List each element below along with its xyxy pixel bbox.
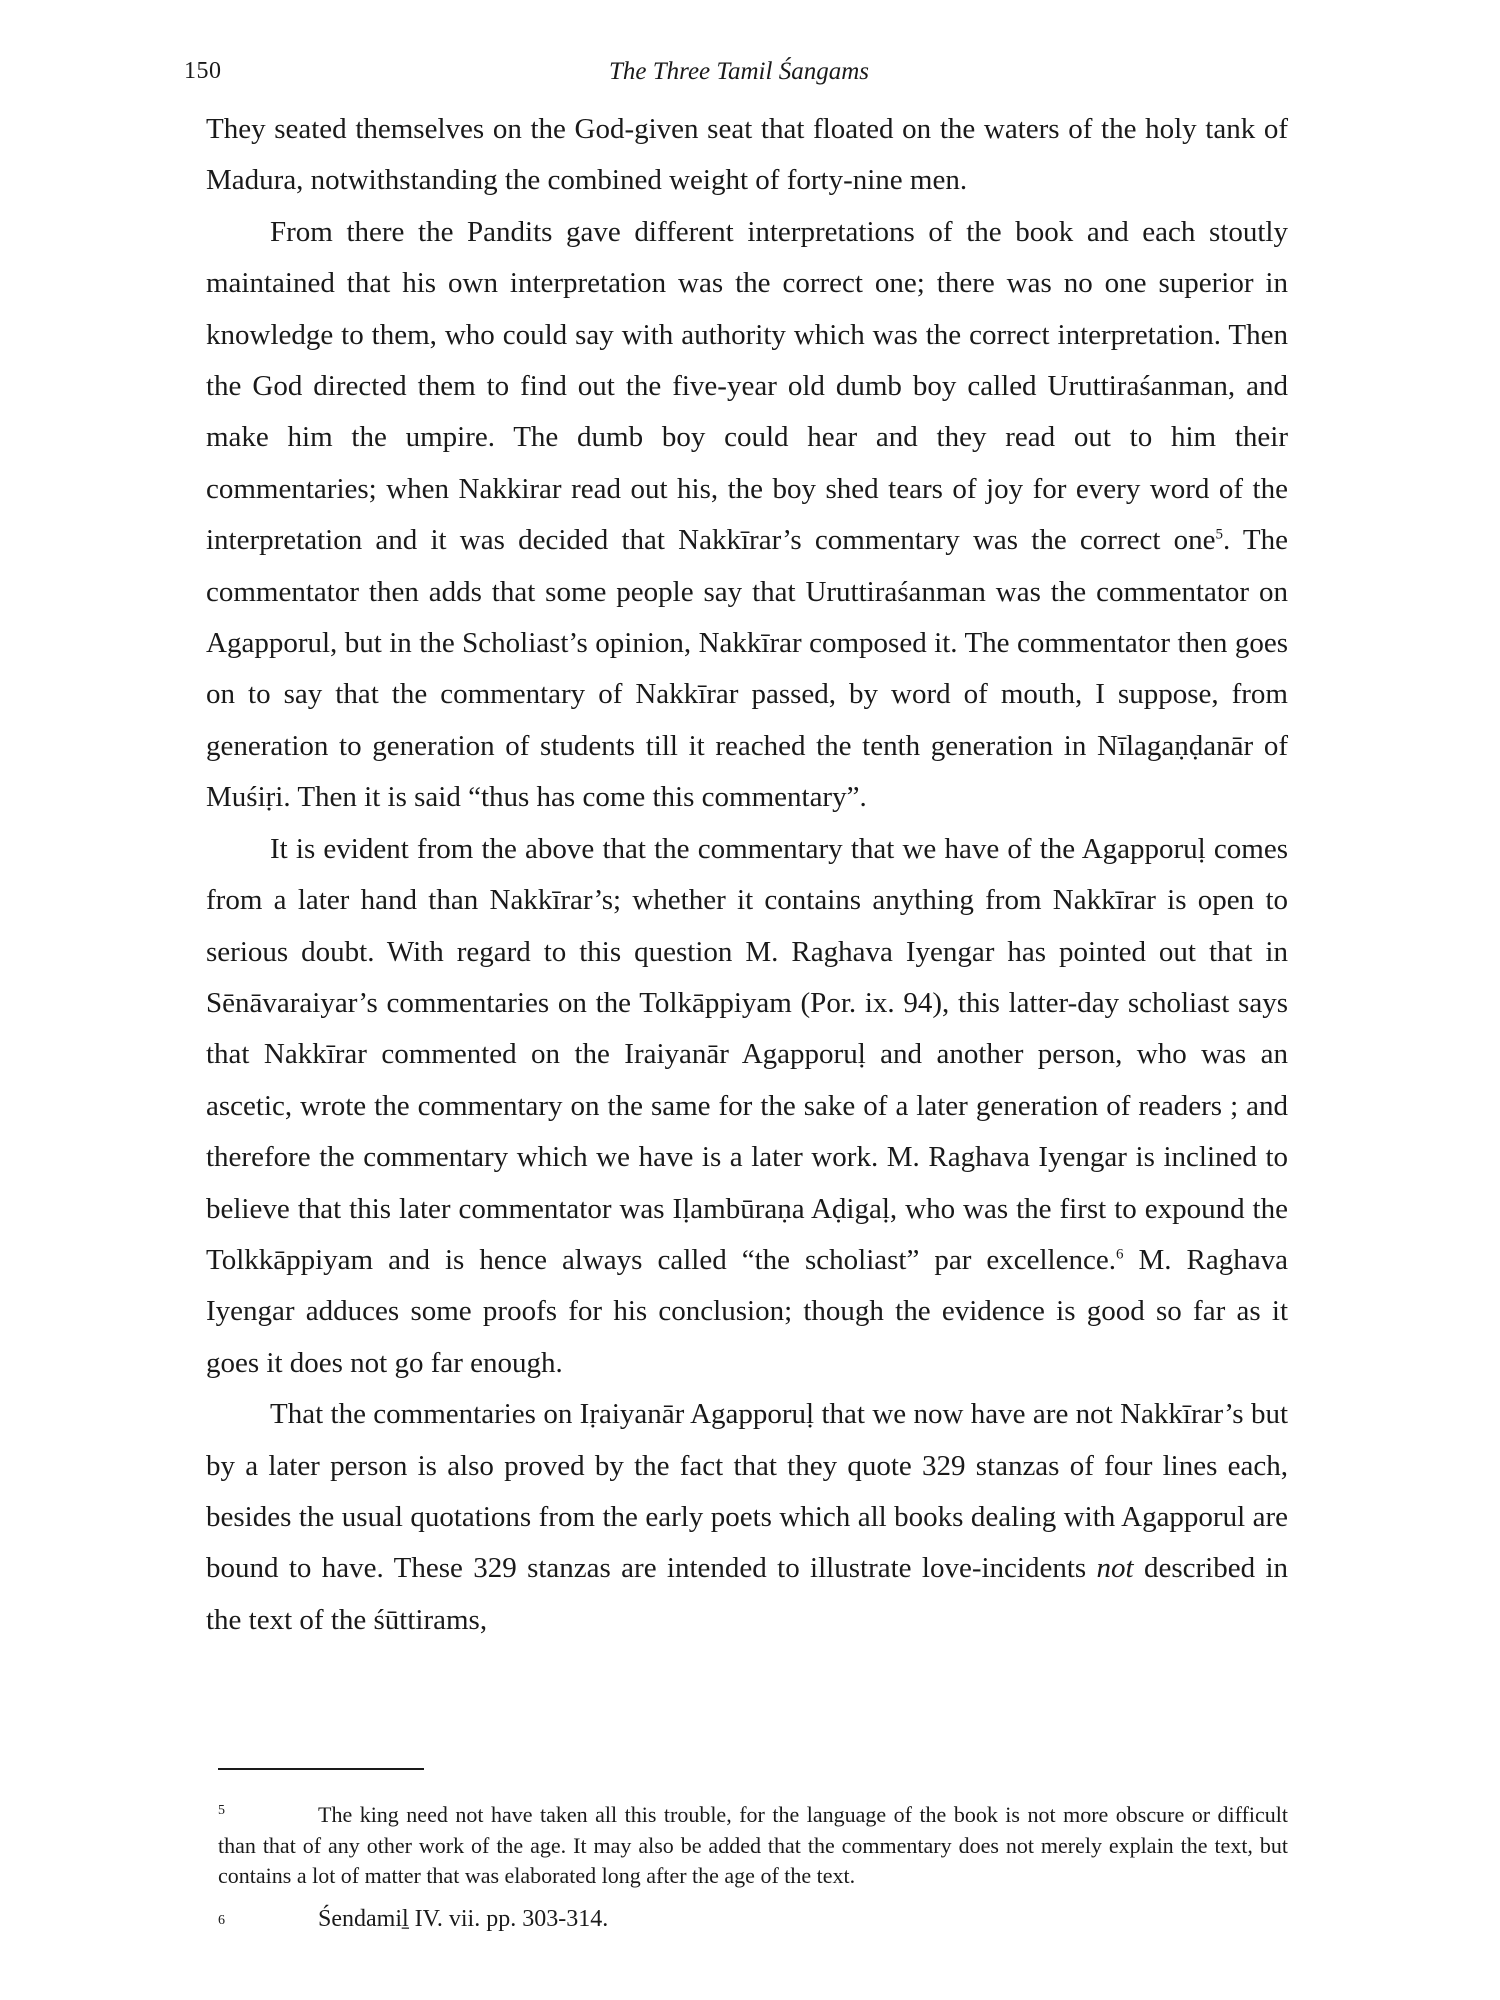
paragraph-3	[206, 824, 1288, 1389]
footnotes	[218, 1800, 1288, 1934]
footnote-5-text: The king need not have taken all this trouble, for the language of the book is not more obscure or difficult than that of any other work of the age. It may also be added that the commentary does not merely explain the text, but contains a lot of matter that was elaborated long after the age of the text.	[218, 1802, 1288, 1888]
paragraph-3-text-a: It is evident from the above that the commentary that we have of the Agapporuḷ comes from a later hand than Nakkīrar’s; whether it contains anything from Nakkīrar is open to serious doubt. With regard to this question M. Raghava Iyengar has pointed out that in Sēnāvaraiyar’s commentaries on the Tolkāppiyam (Por. ix. 94), this latter-day scholiast says that Nakkīrar commented on the Iraiyanār Agapporuḷ and another person, who was an ascetic, wrote the commentary on the same for the sake of a later generation of readers ; and therefore the commentary which we have is a later work. M. Raghava Iyengar is inclined to believe that this later commentator was Iḷambūraṇa Aḍigaḷ, who was the first to expound the Tolkkāppiyam and is hence always called “the scholiast” par excellence.	[206, 832, 1288, 1276]
paragraph-4-text-a: That the commentaries on Iṛaiyanār Agapporuḷ that we now have are not Nakkīrar’s but by a later person is also proved by the fact that they quote 329 stanzas of four lines each, besides the usual quotations from the early poets which all books dealing with Agapporul are bound to have. These 329 stanzas are intended to illustrate love-incidents	[206, 1398, 1288, 1585]
footnote-ref-6: 6	[1115, 1246, 1124, 1263]
paragraph-2-text-a: From there the Pandits gave different interpretations of the book and each stoutly maintained that his own interpretation was the correct one; there was no one superior in knowledge to them, who could say with authority which was the correct interpretation. Then the God directed them to find out the five-year old dumb boy called Uruttiraśanman, and make him the umpire. The dumb boy could hear and they read out to him their commentaries; when Nakkirar read out his, the boy shed tears of joy for every word of the interpretation and it was decided that Nakkīrar’s commentary was the correct one	[206, 215, 1288, 557]
paragraph-4	[206, 1389, 1288, 1646]
footnote-6-text: Śendamiḻ IV. vii. pp. 303-314.	[318, 1905, 609, 1932]
running-title: The Three Tamil Śangams	[609, 58, 869, 85]
paragraph-1: They seated themselves on the God-given seat that floated on the waters of the holy tank of Madura, notwithstanding the combined weight of forty-nine men.	[206, 113, 1288, 197]
emphasis-not: not	[1096, 1552, 1134, 1585]
paragraph-2	[206, 207, 1288, 824]
paragraph-3-text-b: M. Raghava Iyengar adduces some proofs for his conclusion; though the evidence is good so far as it goes it does not go far enough.	[206, 1243, 1288, 1379]
body-text	[206, 104, 1288, 1646]
paragraph-2-text-b: . The commentator then adds that some people say that Uruttiraśanman was the commentator on Agapporul, but in the Scholiast’s opinion, Nakkīrar composed it. The commentator then goes on to say that the commentary of Nakkīrar passed, by word of mouth, I suppose, from generation to generation of students till it reached the tenth generation in Nīlagaṇḍanār of Muśiṛi. Then it is said “thus has come this commentary”.	[206, 524, 1289, 814]
footnote-5-number: 5	[218, 1803, 225, 1818]
page-header	[184, 58, 1294, 98]
footnote-6	[218, 1904, 1288, 1935]
footnote-divider	[218, 1768, 424, 1770]
paragraph-4-text-b: described in the text of the śūttirams,	[206, 1552, 1288, 1636]
footnote-5	[218, 1800, 1288, 1892]
page-number: 150	[184, 58, 222, 84]
footnote-6-number: 6	[218, 1912, 225, 1928]
footnote-ref-5: 5	[1215, 526, 1223, 543]
